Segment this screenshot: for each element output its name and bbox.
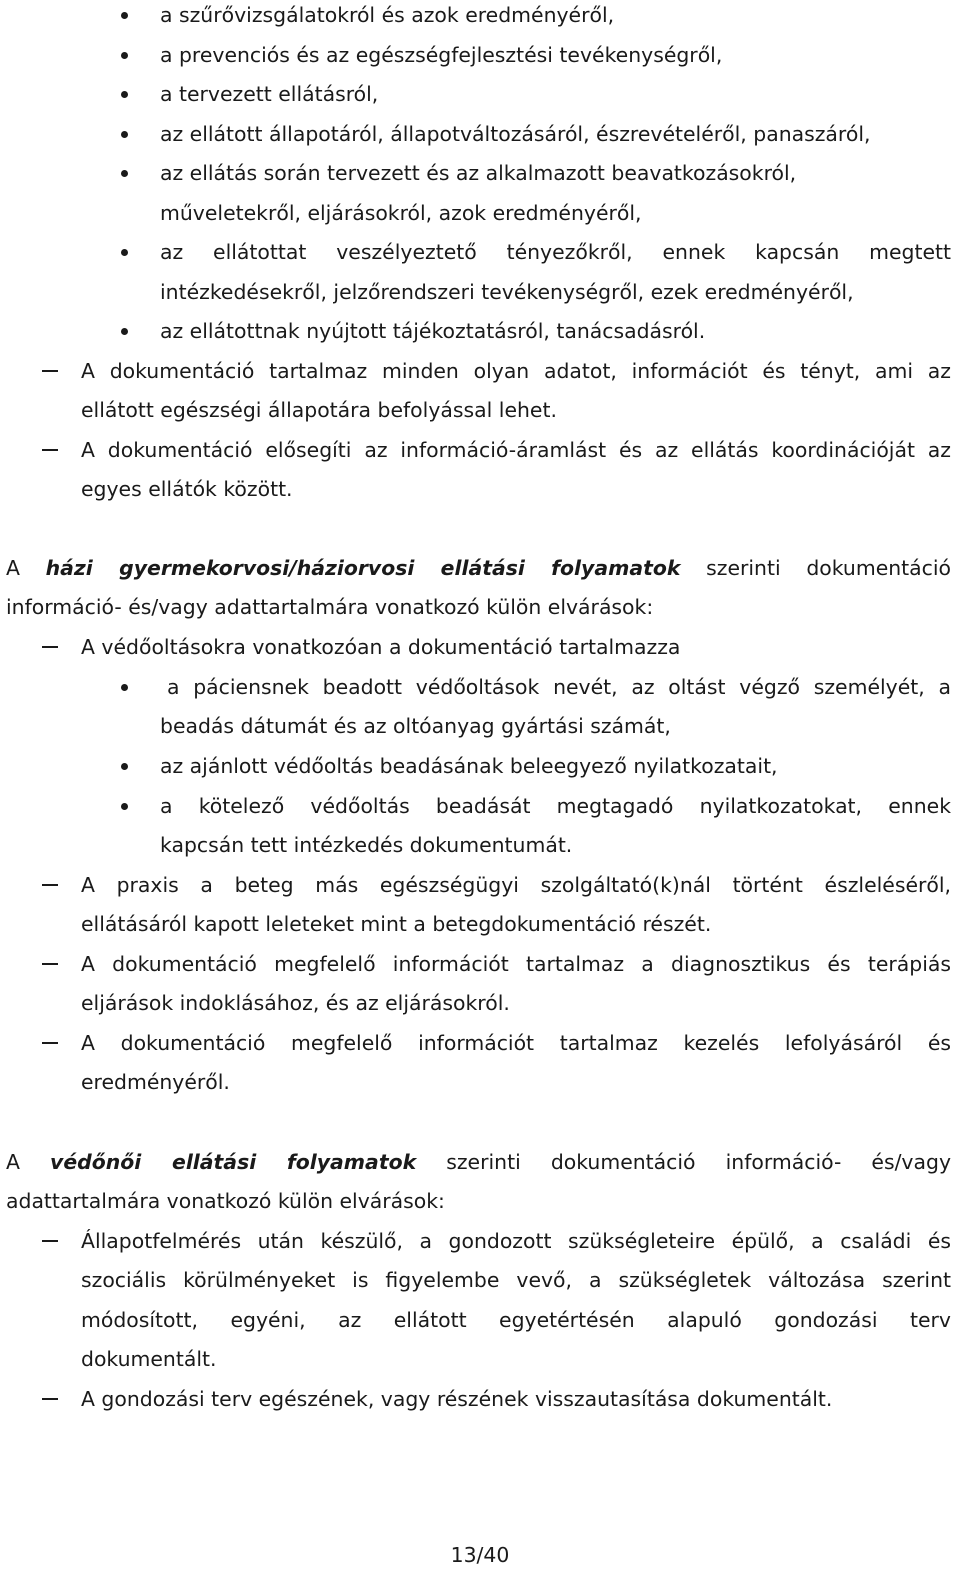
dash-icon [42,370,58,372]
dash-item-continuation: dokumentált. [81,1347,217,1371]
list-item: az ajánlott védőoltás beadásának beleegyező nyilatkozatait, [160,754,778,778]
bullet-icon [121,328,128,335]
dash-icon [42,1398,58,1400]
list-item-continuation: beadás dátumát és az oltóanyag gyártási számát, [160,714,671,738]
dash-item: A védőoltásokra vonatkozóan a dokumentáció tartalmazza [81,635,681,659]
list-item-continuation: kapcsán tett intézkedés dokumentumát. [160,833,573,857]
dash-item-continuation: ellátott egészségi állapotára befolyással lehet. [81,398,557,422]
bullet-icon [121,12,128,19]
dash-icon [42,963,58,965]
list-item-continuation: intézkedésekről, jelzőrendszeri tevékenységről, ezek eredményéről, [160,280,854,304]
list-item: a páciensnek beadott védőoltások nevét, az oltást végző személyét, a [167,675,951,699]
page-number: 13/40 [450,1543,510,1567]
bullet-icon [121,52,128,59]
dash-icon [42,1042,58,1044]
dash-item: Állapotfelmérés után készülő, a gondozott szükségleteire épülő, a családi és [81,1229,951,1253]
bullet-icon [121,763,128,770]
list-item: a prevenciós és az egészségfejlesztési tevékenységről, [160,43,723,67]
bullet-icon [121,249,128,256]
section-intro: A házi gyermekorvosi/háziorvosi ellátási folyamatok szerinti dokumentáció [6,556,952,580]
list-item: az ellátottat veszélyeztető tényezőkről, ennek kapcsán megtett [160,240,951,264]
bullet-icon [121,91,128,98]
dash-item-continuation: ellátásáról kapott leleteket mint a betegdokumentáció részét. [81,912,712,936]
list-item: a tervezett ellátásról, [160,82,379,106]
dash-item-continuation: szociális körülményeket is figyelembe vevő, a szükségletek változása szerint [81,1268,951,1292]
bullet-icon [121,684,128,691]
list-item: az ellátott állapotáról, állapotváltozásáról, észrevételéről, panaszáról, [160,122,871,146]
dash-icon [42,884,58,886]
bullet-icon [121,170,128,177]
dash-item: A dokumentáció megfelelő információt tartalmaz kezelés lefolyásáról és [81,1031,951,1055]
dash-item: A dokumentáció elősegíti az információ-áramlást és az ellátás koordinációját az [81,438,951,462]
list-item: az ellátás során tervezett és az alkalmazott beavatkozásokról, [160,161,797,185]
list-item: a szűrővizsgálatokról és azok eredményéről, [160,3,615,27]
dash-item-continuation: egyes ellátók között. [81,477,293,501]
section-intro-continuation: információ- és/vagy adattartalmára vonatkozó külön elvárások: [6,595,654,619]
dash-item: A praxis a beteg más egészségügyi szolgáltató(k)nál történt észleléséről, [81,873,951,897]
section-title-emphasis: házi gyermekorvosi/háziorvosi ellátási folyamatok [45,556,681,580]
section-intro: A védőnői ellátási folyamatok szerinti dokumentáció információ- és/vagy [6,1150,952,1174]
dash-item-continuation: eredményéről. [81,1070,230,1094]
dash-item: A gondozási terv egészének, vagy részének visszautasítása dokumentált. [81,1387,833,1411]
dash-item-continuation: módosított, egyéni, az ellátott egyetértésén alapuló gondozási terv [81,1308,951,1332]
dash-item-continuation: eljárások indoklásához, és az eljárásokról. [81,991,510,1015]
section-title-emphasis: védőnői ellátási folyamatok [50,1150,417,1174]
list-item: a kötelező védőoltás beadását megtagadó nyilatkozatokat, ennek [160,794,951,818]
list-item: az ellátottnak nyújtott tájékoztatásról, tanácsadásról. [160,319,706,343]
dash-item: A dokumentáció tartalmaz minden olyan adatot, információt és tényt, ami az [81,359,951,383]
bullet-icon [121,131,128,138]
section-intro-continuation: adattartalmára vonatkozó külön elvárások: [6,1189,445,1213]
list-item-continuation: műveletekről, eljárásokról, azok eredményéről, [160,201,642,225]
dash-icon [42,449,58,451]
bullet-icon [121,803,128,810]
dash-icon [42,646,58,648]
dash-icon [42,1240,58,1242]
dash-item: A dokumentáció megfelelő információt tartalmaz a diagnosztikus és terápiás [81,952,951,976]
